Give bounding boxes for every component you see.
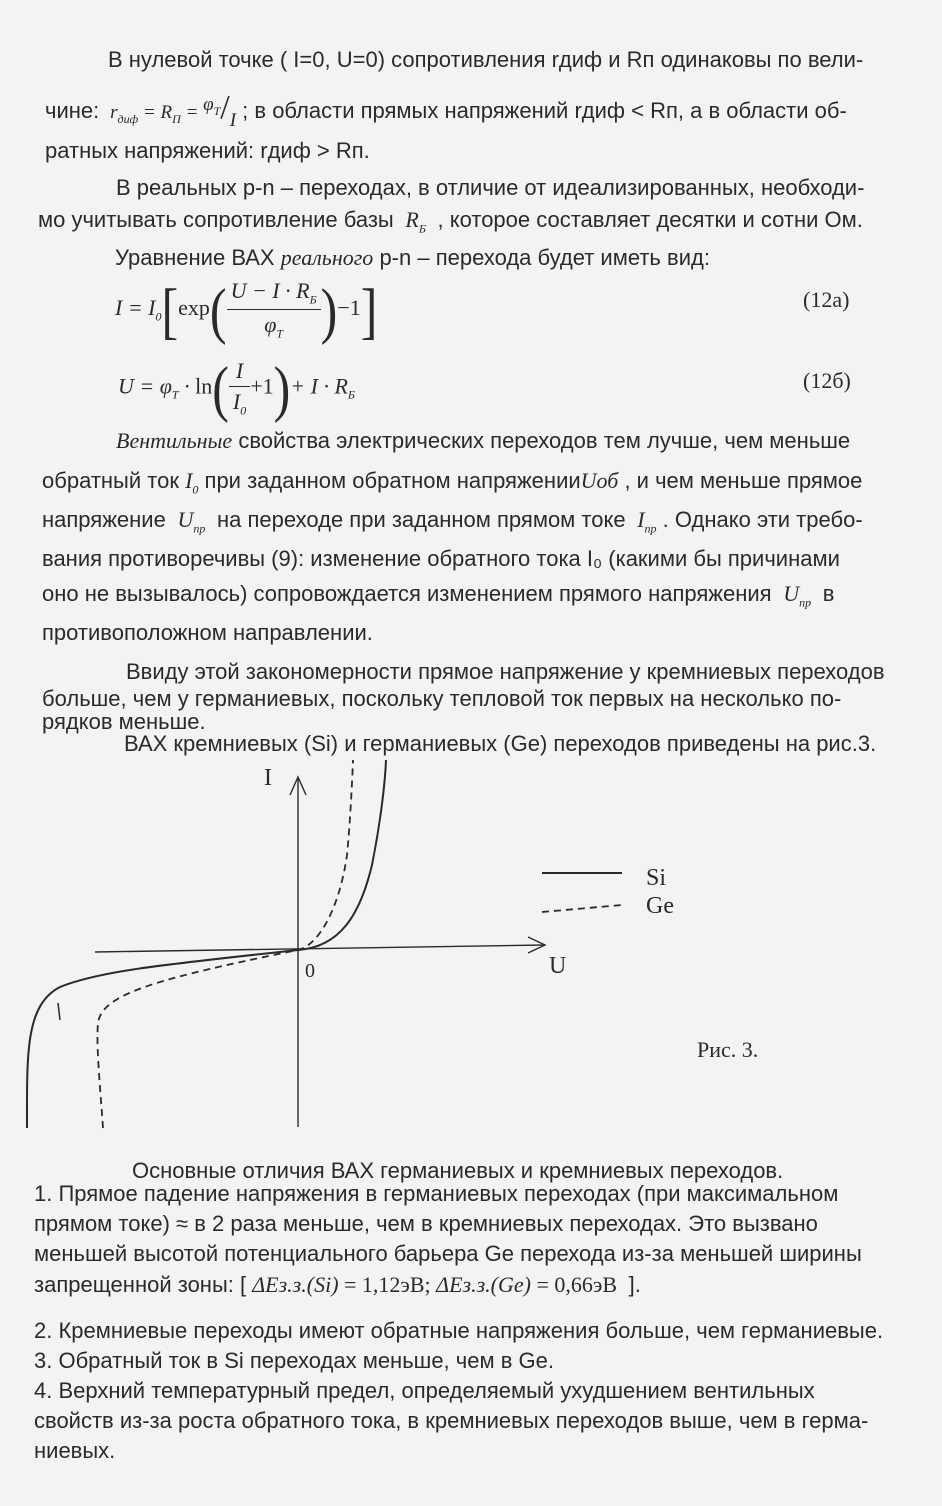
legend-ge-label: Ge	[646, 893, 674, 919]
p4-line3-c: . Однако эти требо-	[662, 507, 863, 532]
formula-rb: $R_Б$	[399, 207, 426, 236]
p4-line5-b: в	[822, 581, 835, 606]
formula-rdif: $r_{диф} = R_П = \varphi_T/I$	[105, 89, 237, 131]
p4-line1-end: свойства электрических переходов тем лучше, чем меньше	[238, 428, 851, 453]
item4-line2: свойств из-за роста обратного тока, в кремниевых переходов выше, чем в герма-	[34, 1408, 869, 1433]
item1-line4-start: запрещенной зоны: [	[34, 1272, 247, 1297]
p4-line5-a: оно не вызывалось) сопровождается изменением прямого напряжения	[42, 581, 772, 606]
y-axis-label: I	[264, 765, 272, 791]
p2-line2-end: , которое составляет десятки и сотни Ом.	[437, 207, 863, 232]
p4-line2-c: , и чем меньше прямое	[624, 468, 863, 493]
p3-line1	[115, 245, 710, 271]
p3-end: p-n – перехода будет иметь вид:	[379, 245, 710, 270]
p1-line1: В нулевой точке ( I=0, U=0) сопротивления rдиф и Rп одинаковы по вели-	[108, 47, 864, 72]
figure-caption: Рис. 3.	[697, 1037, 759, 1062]
p2-line2-start: мо учитывать сопротивление базы	[38, 207, 394, 232]
si-curve	[27, 760, 386, 1128]
p5-line4: ВАХ кремниевых (Si) и германиевых (Ge) переходов приведены на рис.3.	[124, 731, 877, 756]
item4-line1: 4. Верхний температурный предел, определяемый ухудшением вентильных	[34, 1378, 815, 1403]
legend-si-label: Si	[646, 865, 667, 891]
p5-line1: Ввиду этой закономерности прямое напряжение у кремниевых переходов	[126, 659, 885, 684]
equation-12a: $I = I_0[\exp$( $\frac{U - I \cdot R_Б}{\varphi_T}$ )−1]	[115, 274, 378, 345]
symbol-ipr: $I_{пр}$	[631, 507, 657, 536]
item3: 3. Обратный ток в Si переходах меньше, чем в Ge.	[34, 1348, 554, 1373]
p2-line2	[38, 207, 863, 241]
p4-line6: противоположном направлении.	[42, 620, 373, 645]
symbol-uob: Uоб	[580, 468, 619, 493]
p4-line3	[42, 507, 863, 541]
p1-line2	[45, 89, 847, 132]
item2: 2. Кремниевые переходы имеют обратные напряжения больше, чем германиевые.	[34, 1318, 884, 1343]
ge-curve	[97, 760, 353, 1128]
origin-label: 0	[305, 960, 315, 982]
p4-line1	[116, 428, 850, 454]
p5-line3: рядков меньше.	[42, 709, 206, 734]
p1-line3: ратных напряжений: rдиф > Rп.	[45, 138, 370, 163]
item1-line1: 1. Прямое падение напряжения в германиевых переходах (при максимальном	[34, 1181, 839, 1206]
symbol-i0: $I_0$	[185, 468, 199, 497]
p1-line2-start: чине:	[45, 98, 100, 123]
ge-stray-dash	[58, 1003, 60, 1020]
x-axis-label: U	[549, 953, 567, 979]
item1-line4-end: ].	[628, 1272, 641, 1297]
item1-line2: прямом токе) ≈ в 2 раза меньше, чем в кремниевых переходах. Это вызвано	[34, 1211, 818, 1236]
p1-line2-end: ; в области прямых напряжений rдиф < Rп, а в области об-	[242, 98, 847, 123]
symbol-upr: $U_{пр}$	[171, 507, 206, 536]
item1-line4	[34, 1272, 641, 1298]
p4-line2	[42, 468, 862, 502]
p5-line2: больше, чем у германиевых, поскольку тепловой ток первых на несколько по-	[42, 686, 842, 711]
p4-line5	[42, 581, 834, 615]
iv-characteristic-figure	[0, 755, 942, 1140]
p4-italic: Вентильные	[116, 428, 233, 453]
differences-heading: Основные отличия ВАХ германиевых и кремниевых переходов.	[132, 1158, 784, 1183]
legend-ge-line	[542, 905, 622, 912]
item4-line3: ниевых.	[34, 1438, 116, 1463]
item1-line3: меньшей высотой потенциального барьера Ge перехода из-за меньшей ширины	[34, 1241, 862, 1266]
p4-line4: вания противоречивы (9): изменение обратного тока I₀ (какими бы причинами	[42, 546, 840, 571]
p4-line2-a: обратный ток	[42, 468, 179, 493]
equation-12b-number: (12б)	[803, 368, 851, 393]
equation-12b: $U = \varphi_T \cdot \ln$( $\frac{I}{I_0}$ $+1)+ I \cdot R_Б$	[118, 353, 355, 424]
symbol-upr-2: $U_{пр}$	[777, 581, 812, 610]
p2-line1: В реальных p-n – переходах, в отличие от идеализированных, необходи-	[116, 175, 865, 200]
p3-start: Уравнение ВАХ	[115, 245, 275, 270]
equation-12a-number: (12а)	[803, 287, 850, 312]
p4-line3-a: напряжение	[42, 507, 166, 532]
p4-line2-b: при заданном обратном напряжении	[204, 468, 581, 493]
p3-italic: реального	[280, 245, 374, 270]
p4-line3-b: на переходе при заданном прямом токе	[216, 507, 626, 532]
bandgap-formula: ΔEз.з.(Si) = 1,12эВ; ΔEз.з.(Ge) = 0,66эВ	[252, 1272, 618, 1297]
